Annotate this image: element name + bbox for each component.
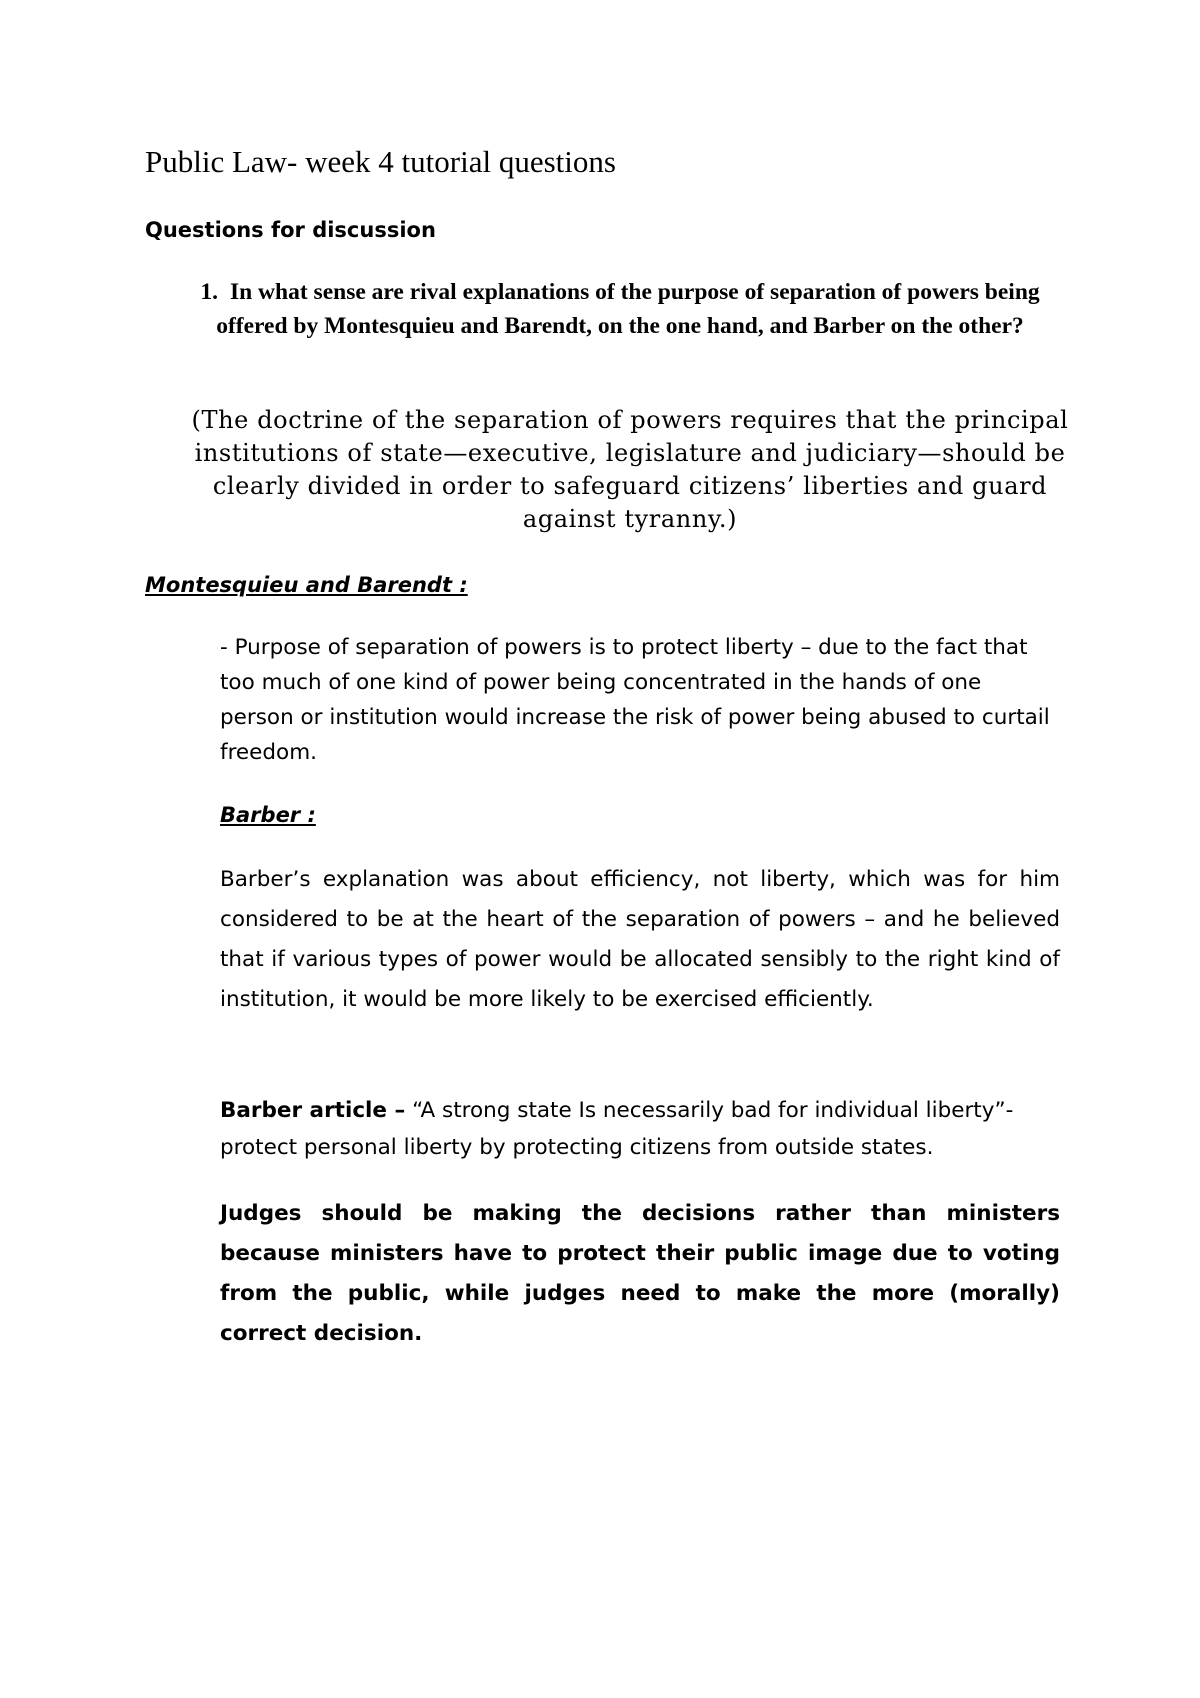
conclusion-paragraph: Judges should be making the decisions rather than ministers because ministers have to protect their public image due to voting from the public, while judges need to make the more (morally) correct decision. <box>220 1201 1060 1346</box>
page-title: Public Law- week 4 tutorial questions <box>145 144 616 179</box>
question-text: In what sense are rival explanations of the purpose of separation of powers being offered by Montesquieu and Barendt, on the one hand, and Barber on the other? <box>216 279 1040 339</box>
barber-heading: Barber : <box>220 803 316 827</box>
doctrine-quote: (The doctrine of the separation of powers requires that the principal institutions of state—executive, legislature and judiciary—should be clearly divided in order to safeguard citizens’ liberties and guard against tyranny.) <box>191 406 1069 533</box>
question-number: 1. <box>200 279 218 305</box>
barber-article-paragraph <box>220 1092 1060 1166</box>
montesquieu-paragraph: - Purpose of separation of powers is to protect liberty – due to the fact that too much of one kind of power being concentrated in the hands of one person or institution would increase the risk of power being abused to curtail freedom. <box>220 635 1050 765</box>
montesquieu-heading: Montesquieu and Barendt : <box>145 573 468 597</box>
section-heading: Questions for discussion <box>145 218 436 242</box>
barber-paragraph: Barber’s explanation was about efficiency, not liberty, which was for him considered to be at the heart of the separation of powers – and he believed that if various types of power would be allocated sensibly to the right kind of institution, it would be more likely to be exercised efficiently. <box>220 867 1060 1012</box>
barber-article-label: Barber article – <box>220 1098 406 1123</box>
question-1 <box>170 275 1070 343</box>
barber-article-text: “A strong state Is necessarily bad for individual liberty”- protect personal liberty by protecting citizens from outside states. <box>220 1098 1014 1160</box>
